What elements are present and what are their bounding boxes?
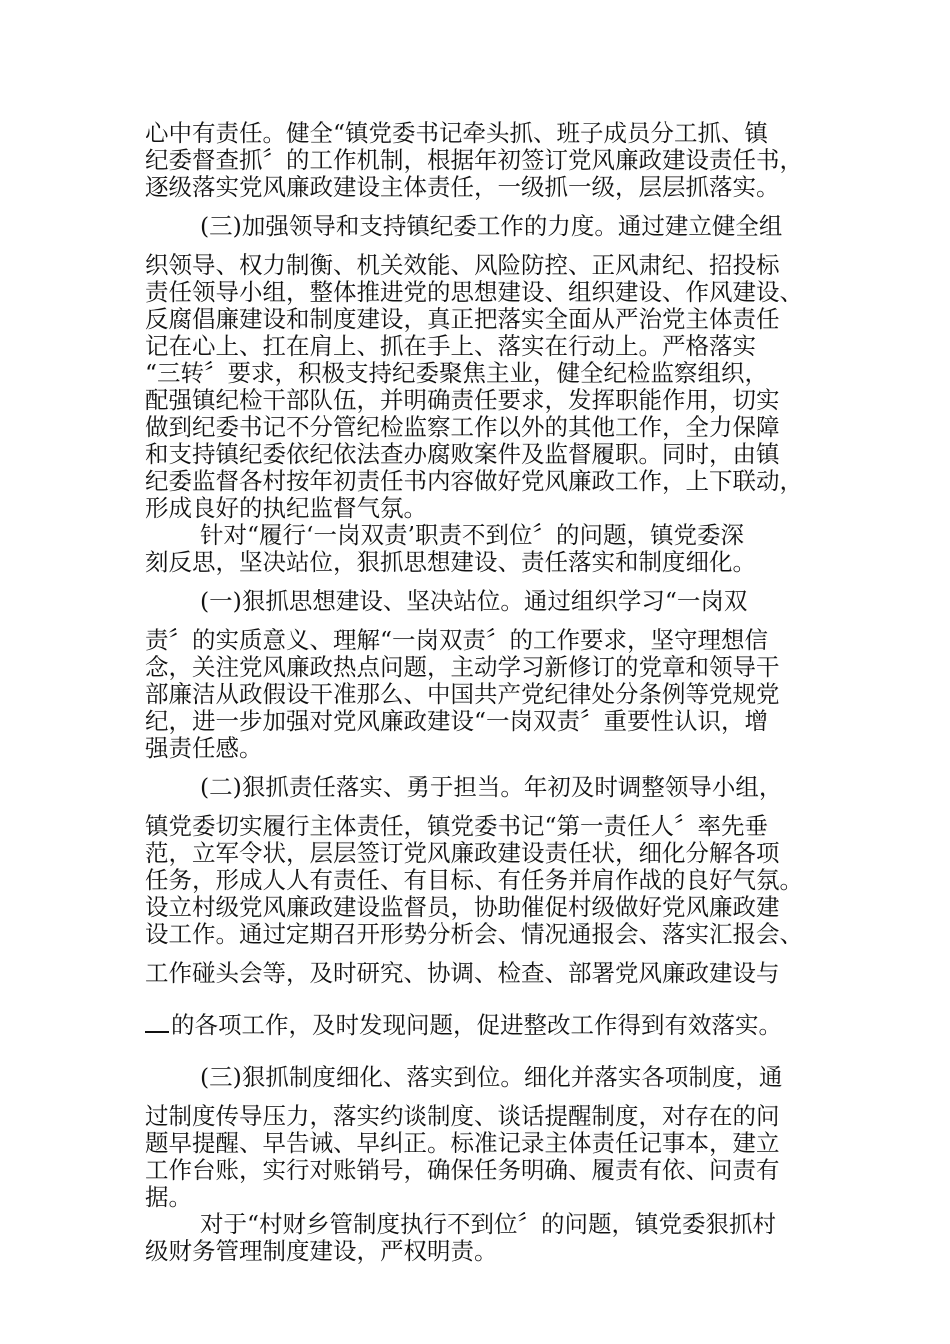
text-line: 心中有责任。健全“镇党委书记牵头抓、班子成员分工抓、镇 [145, 119, 769, 147]
text-line: 记在心上、扛在肩上、抓在手上、落实在行动上。严格落实 [145, 332, 756, 360]
text-line: 任务，形成人人有责任、有目标、有任务并肩作战的良好气氛。 [145, 866, 803, 894]
text-line: 设立村级党风廉政建设监督员，协助催促村级做好党风廉政建 [145, 893, 780, 921]
blank-underline [145, 1013, 169, 1033]
text-line: 题早提醒、早告诫、早纠正。标准记录主体责任记事本，建立 [145, 1129, 780, 1157]
text-line: 针对“履行‘一岗双责’职责不到位〞的问题，镇党委深 [200, 521, 744, 549]
text-line: 织领导、权力制衡、机关效能、风险防控、正风肃纪、招投标 [145, 251, 780, 279]
text-line: 镇党委切实履行主体责任，镇党委书记“第一责任人〞率先垂 [145, 812, 769, 840]
text-line: 据。 [145, 1183, 192, 1211]
paragraph-heading: (一)狠抓思想建设、坚决站位。通过组织学习“一岗双 [200, 587, 748, 615]
text-line: “三转〞要求，积极支持纪委聚焦主业，健全纪检监察组织， [145, 359, 769, 387]
text-line: 做到纪委书记不分管纪检监察工作以外的其他工作，全力保障 [145, 413, 780, 441]
text-line: 的各项工作，及时发现问题，促进整改工作得到有效落实。 [171, 1011, 782, 1039]
text-line: 责任领导小组，整体推进党的思想建设、组织建设、作风建设、 [145, 278, 803, 306]
paragraph-heading: (三)加强领导和支持镇纪委工作的力度。通过建立健全组 [200, 212, 783, 240]
paragraph-heading: (二)狠抓责任落实、勇于担当。年初及时调整领导小组， [200, 773, 783, 801]
text-line: 形成良好的执纪监督气氛。 [145, 494, 427, 522]
text-line: 纪委监督各村按年初责任书内容做好党风廉政工作，上下联动， [145, 467, 803, 495]
paragraph-heading: (三)狠抓制度细化、落实到位。细化并落实各项制度，通 [200, 1063, 783, 1091]
text-line: 纪委督查抓〞的工作机制，根据年初签订党风廉政建设责任书， [145, 146, 803, 174]
text-line: 刻反思，坚决站位，狠抓思想建设、责任落实和制度细化。 [145, 548, 756, 576]
text-line: 逐级落实党风廉政建设主体责任，一级抓一级，层层抓落实。 [145, 173, 780, 201]
text-line: 对于“村财乡管制度执行不到位〞的问题，镇党委狠抓村 [200, 1210, 777, 1238]
text-line: 强责任感。 [145, 734, 263, 762]
text-line: 念，关注党风廉政热点问题，主动学习新修订的党章和领导干 [145, 653, 780, 681]
text-line: 部廉洁从政假设干准那么、中国共产党纪律处分条例等党规党 [145, 680, 780, 708]
text-line: 责〞的实质意义、理解“一岗双责〞的工作要求，坚守理想信 [145, 626, 769, 654]
text-line: 工作碰头会等，及时研究、协调、检查、部署党风廉政建设与 [145, 959, 780, 987]
text-line: 配强镇纪检干部队伍，并明确责任要求，发挥职能作用，切实 [145, 386, 780, 414]
text-line: 工作台账，实行对账销号，确保任务明确、履责有依、问责有 [145, 1156, 780, 1184]
text-line: 纪，进一步加强对党风廉政建设“一岗双责〞重要性认识，增 [145, 707, 769, 735]
text-line: 范，立军令状，层层签订党风廉政建设责任状，细化分解各项 [145, 839, 780, 867]
text-line: 级财务管理制度建设，严权明责。 [145, 1237, 498, 1265]
text-line: 过制度传导压力，落实约谈制度、谈话提醒制度，对存在的问 [145, 1102, 780, 1130]
text-line: 设工作。通过定期召开形势分析会、情况通报会、落实汇报会、 [145, 920, 803, 948]
text-line-with-blank [145, 1012, 825, 1038]
text-line: 和支持镇纪委依纪依法查办腐败案件及监督履职。同时，由镇 [145, 440, 780, 468]
text-line: 反腐倡廉建设和制度建设，真正把落实全面从严治党主体责任 [145, 305, 780, 333]
